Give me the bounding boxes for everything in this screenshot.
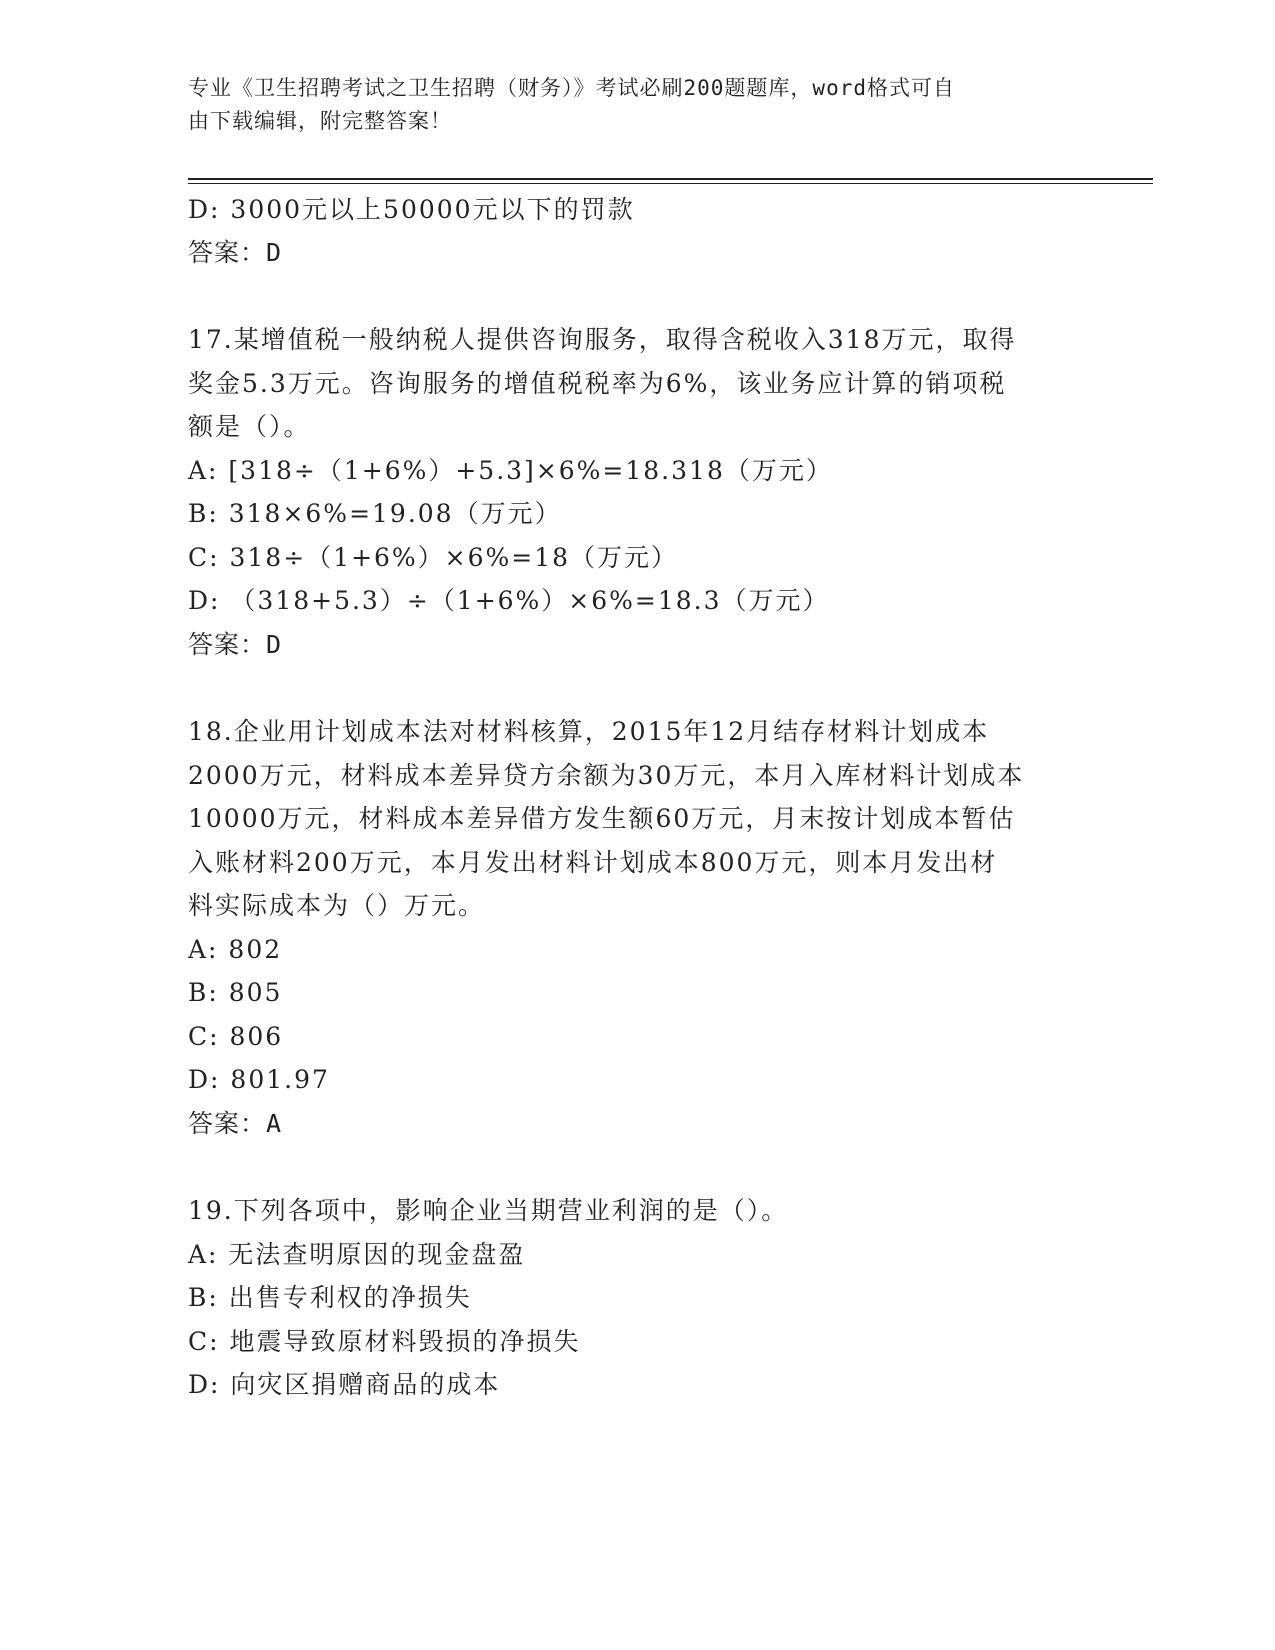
q17-stem-line: 额是（）。 — [188, 412, 311, 441]
q19-option-d: D: 向灾区捐赠商品的成本 — [188, 1370, 501, 1399]
q18-option-c: C: 806 — [188, 1022, 284, 1051]
q16-option-d: D: 3000元以上50000元以下的罚款 — [188, 195, 635, 224]
q19-option-a: A: 无法查明原因的现金盘盈 — [188, 1240, 526, 1269]
q18-stem-line: 18.企业用计划成本法对材料核算，2015年12月结存材料计划成本 — [188, 717, 990, 746]
q17-option-d: D: （318+5.3）÷（1+6%）×6%=18.3（万元） — [188, 586, 830, 615]
q17-stem-line: 奖金5.3万元。咨询服务的增值税税率为6%，该业务应计算的销项税 — [188, 369, 1007, 398]
q18-answer: 答案：A — [188, 1109, 283, 1138]
q18-stem-line: 10000万元，材料成本差异借方发生额60万元，月末按计划成本暂估 — [188, 804, 1016, 833]
q17-option-a: A: [318÷（1+6%）+5.3]×6%=18.318（万元） — [188, 456, 833, 485]
q18-stem-line: 2000万元，材料成本差异贷方余额为30万元，本月入库材料计划成本 — [188, 761, 1025, 790]
header-divider-thin — [188, 183, 1153, 184]
q17-answer: 答案：D — [188, 630, 283, 659]
header-line-1: 专业《卫生招聘考试之卫生招聘（财务）》考试必刷200题题库，word格式可自 — [188, 76, 955, 100]
q17-option-b: B: 318×6%=19.08（万元） — [188, 499, 562, 528]
q16-answer: 答案：D — [188, 238, 283, 267]
header-line-2: 由下载编辑，附完整答案！ — [188, 109, 452, 133]
q18-stem-line: 入账材料200万元，本月发出材料计划成本800万元，则本月发出材 — [188, 848, 998, 877]
q18-option-a: A: 802 — [188, 935, 283, 964]
q19-option-c: C: 地震导致原材料毁损的净损失 — [188, 1327, 581, 1356]
q17-stem-line: 17.某增值税一般纳税人提供咨询服务，取得含税收入318万元，取得 — [188, 325, 1017, 354]
q18-option-d: D: 801.97 — [188, 1065, 330, 1094]
q18-stem-line: 料实际成本为（）万元。 — [188, 891, 486, 920]
q19-stem-line: 19.下列各项中，影响企业当期营业利润的是（）。 — [188, 1196, 789, 1225]
document-header — [188, 72, 1068, 138]
q17-option-c: C: 318÷（1+6%）×6%=18（万元） — [188, 543, 679, 572]
header-divider-thick — [188, 178, 1153, 180]
q19-option-b: B: 出售专利权的净损失 — [188, 1283, 472, 1312]
q18-option-b: B: 805 — [188, 978, 283, 1007]
